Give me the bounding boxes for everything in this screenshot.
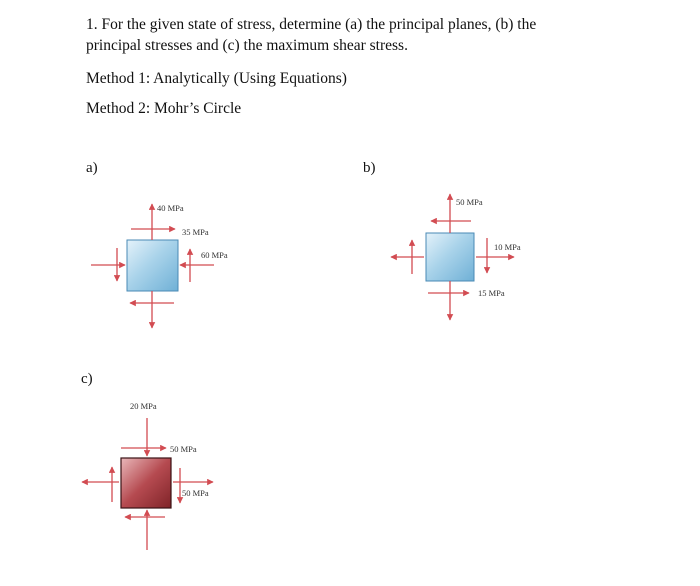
figure-b-tau-label: 10 MPa bbox=[494, 242, 521, 252]
figure-a-tau-label: 35 MPa bbox=[182, 227, 209, 237]
problem-line-1: 1. For the given state of stress, determine (a) the principal planes, (b) the bbox=[86, 16, 537, 33]
problem-line-2: principal stresses and (c) the maximum shear stress. bbox=[86, 37, 408, 54]
figure-c-sigma-y-label: 20 MPa bbox=[130, 401, 157, 411]
figure-b-sigma-x-label: 15 MPa bbox=[478, 288, 505, 298]
figure-b-diagram bbox=[391, 194, 521, 320]
figure-c-element bbox=[121, 458, 171, 508]
figure-c-sigma-x-label: 50 MPa bbox=[182, 488, 209, 498]
method-2: Method 2: Mohr’s Circle bbox=[86, 100, 242, 117]
figure-a-label: a) bbox=[86, 160, 98, 176]
figure-b-sigma-y-label: 50 MPa bbox=[456, 197, 483, 207]
method-1: Method 1: Analytically (Using Equations) bbox=[86, 70, 347, 87]
figure-c-diagram bbox=[82, 401, 213, 550]
figure-a-sigma-y-label: 40 MPa bbox=[157, 203, 184, 213]
figure-a-diagram bbox=[91, 203, 228, 328]
figure-c-tau-label: 50 MPa bbox=[170, 444, 197, 454]
figure-c-label: c) bbox=[81, 371, 93, 387]
figure-b-label: b) bbox=[363, 160, 376, 176]
figure-a-element bbox=[127, 240, 178, 291]
figure-a-sigma-x-label: 60 MPa bbox=[201, 250, 228, 260]
figure-b-element bbox=[426, 233, 474, 281]
